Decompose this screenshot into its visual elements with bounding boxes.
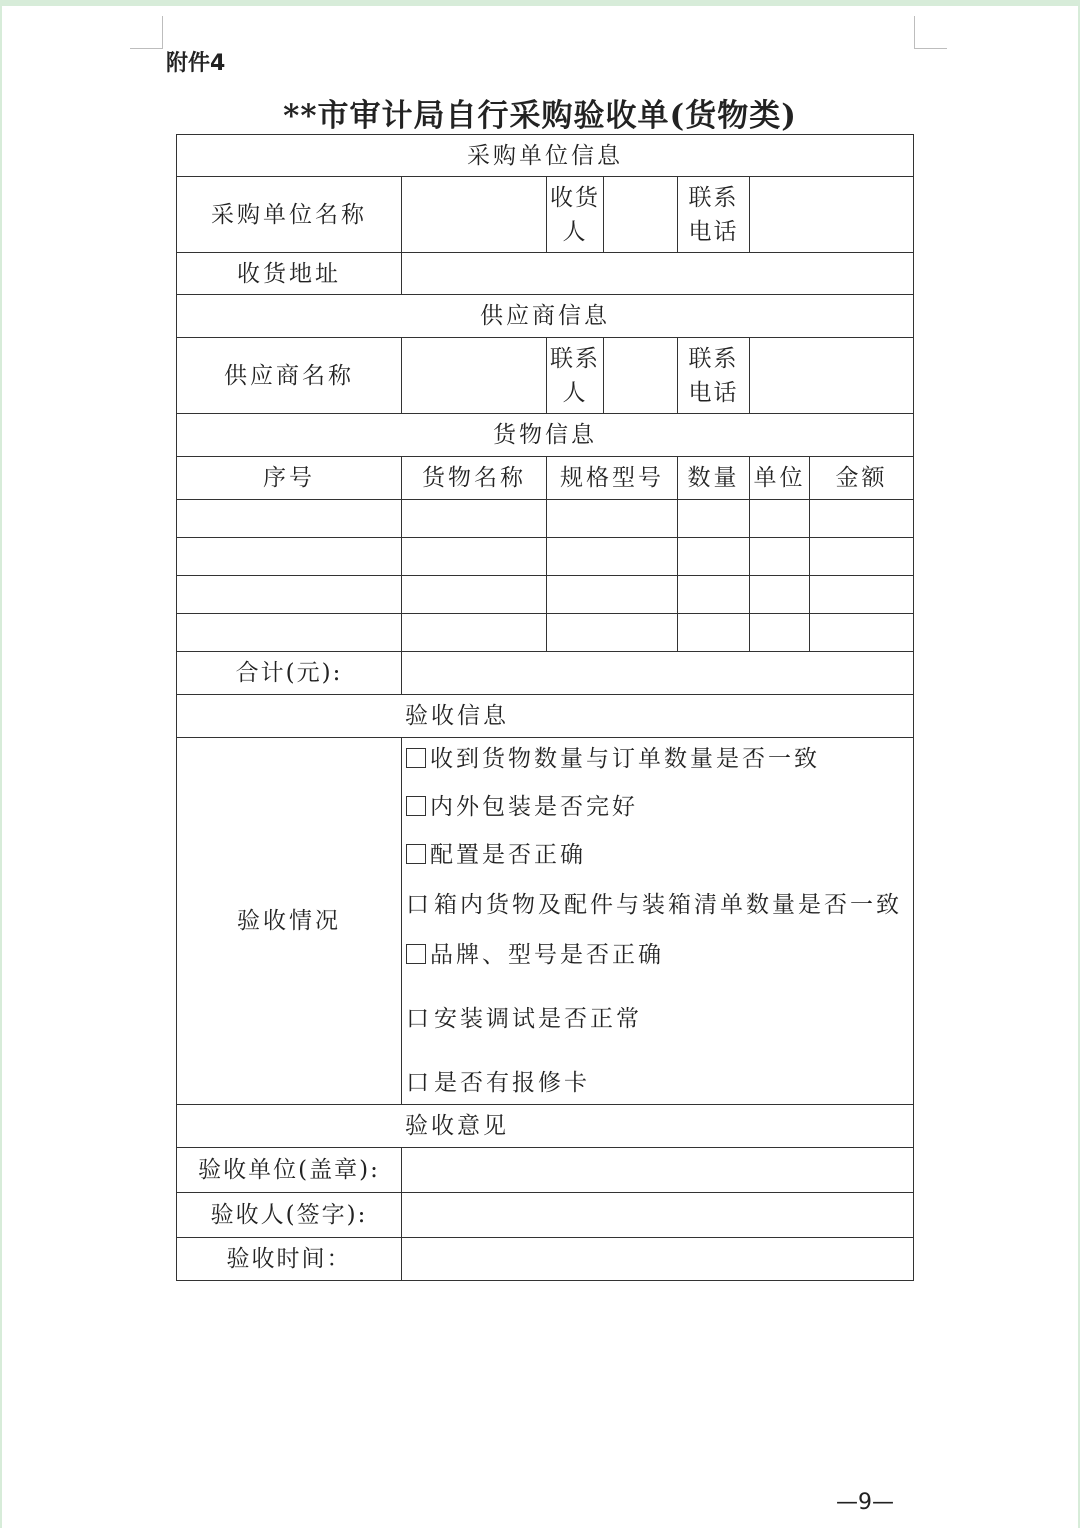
- purchaser-phone-label: 联系电话: [678, 177, 750, 253]
- goods-cell[interactable]: [402, 576, 547, 614]
- goods-cell[interactable]: [750, 614, 810, 652]
- attachment-label: 附件4: [166, 51, 226, 76]
- goods-section-header: 货物信息: [177, 414, 914, 457]
- purchaser-name-field[interactable]: [402, 177, 547, 253]
- goods-cell[interactable]: [750, 576, 810, 614]
- goods-cell[interactable]: [402, 614, 547, 652]
- checkbox[interactable]: [406, 748, 426, 768]
- supplier-name-label: 供应商名称: [177, 338, 402, 414]
- goods-cell[interactable]: [678, 538, 750, 576]
- purchaser-phone-field[interactable]: [750, 177, 914, 253]
- total-label: 合计(元):: [177, 652, 402, 695]
- acceptance-unit-field[interactable]: [402, 1148, 914, 1193]
- checklist-item: 收到货物数量与订单数量是否一致: [406, 742, 913, 790]
- total-field[interactable]: [402, 652, 914, 695]
- goods-cell[interactable]: [750, 538, 810, 576]
- goods-cell[interactable]: [547, 614, 678, 652]
- checkbox[interactable]: [406, 944, 426, 964]
- goods-cell[interactable]: [750, 500, 810, 538]
- column-header-unit: 单位: [750, 457, 810, 500]
- checklist-item: 口是否有报修卡: [406, 1070, 590, 1096]
- goods-cell[interactable]: [177, 576, 402, 614]
- checkbox-glyph[interactable]: 口: [406, 892, 432, 918]
- goods-cell[interactable]: [810, 538, 914, 576]
- crop-mark-top-right: [914, 16, 947, 49]
- goods-row: [177, 500, 914, 538]
- opinion-section-header: 验收意见: [177, 1105, 914, 1148]
- acceptance-section-header: 验收信息: [177, 695, 914, 738]
- address-label: 收货地址: [177, 253, 402, 295]
- supplier-phone-field[interactable]: [750, 338, 914, 414]
- supplier-section-header: 供应商信息: [177, 295, 914, 338]
- supplier-contact-label: 联系人: [547, 338, 604, 414]
- checkbox[interactable]: [406, 844, 426, 864]
- checkbox[interactable]: [406, 796, 426, 816]
- address-field[interactable]: [402, 253, 914, 295]
- goods-cell[interactable]: [547, 538, 678, 576]
- column-header-index: 序号: [177, 457, 402, 500]
- goods-cell[interactable]: [810, 500, 914, 538]
- acceptance-form-table: [176, 134, 914, 1281]
- checklist-item: 配置是否正确: [406, 838, 913, 888]
- document-page: [2, 6, 1078, 1528]
- checkbox-glyph[interactable]: 口: [406, 1070, 432, 1096]
- goods-cell[interactable]: [402, 500, 547, 538]
- purchaser-name-label: 采购单位名称: [177, 177, 402, 253]
- goods-cell[interactable]: [810, 576, 914, 614]
- goods-cell[interactable]: [678, 614, 750, 652]
- supplier-contact-field[interactable]: [604, 338, 678, 414]
- goods-cell[interactable]: [547, 500, 678, 538]
- column-header-quantity: 数量: [678, 457, 750, 500]
- acceptance-person-field[interactable]: [402, 1193, 914, 1238]
- supplier-name-field[interactable]: [402, 338, 547, 414]
- checklist-item: 内外包装是否完好: [406, 790, 913, 838]
- acceptance-checklist: [402, 738, 914, 1105]
- acceptance-person-label: 验收人(签字):: [177, 1193, 402, 1238]
- goods-cell[interactable]: [678, 576, 750, 614]
- goods-cell[interactable]: [177, 614, 402, 652]
- goods-cell[interactable]: [547, 576, 678, 614]
- form-title: **市审计局自行采购验收单(货物类): [283, 98, 797, 134]
- goods-cell[interactable]: [177, 500, 402, 538]
- column-header-goods-name: 货物名称: [402, 457, 547, 500]
- checklist-item: 口箱内货物及配件与装箱清单数量是否一致: [406, 892, 902, 918]
- goods-cell[interactable]: [810, 614, 914, 652]
- checkbox-glyph[interactable]: 口: [406, 1006, 432, 1032]
- acceptance-time-label: 验收时间：: [177, 1238, 402, 1281]
- goods-cell[interactable]: [402, 538, 547, 576]
- goods-row: [177, 576, 914, 614]
- receiver-label: 收货人: [547, 177, 604, 253]
- page-number: —9—: [836, 1490, 894, 1515]
- column-header-amount: 金额: [810, 457, 914, 500]
- goods-row: [177, 614, 914, 652]
- goods-cell[interactable]: [678, 500, 750, 538]
- column-header-spec: 规格型号: [547, 457, 678, 500]
- checklist-item: 口安装调试是否正常: [406, 1006, 642, 1032]
- acceptance-unit-label: 验收单位(盖章):: [177, 1148, 402, 1193]
- acceptance-time-field[interactable]: [402, 1238, 914, 1281]
- checklist-item: 品牌、型号是否正确: [406, 938, 913, 1002]
- acceptance-situation-label: 验收情况: [177, 738, 402, 1105]
- receiver-field[interactable]: [604, 177, 678, 253]
- goods-row: [177, 538, 914, 576]
- goods-cell[interactable]: [177, 538, 402, 576]
- purchaser-section-header: 采购单位信息: [177, 135, 914, 177]
- crop-mark-top-left: [130, 16, 163, 49]
- supplier-phone-label: 联系电话: [678, 338, 750, 414]
